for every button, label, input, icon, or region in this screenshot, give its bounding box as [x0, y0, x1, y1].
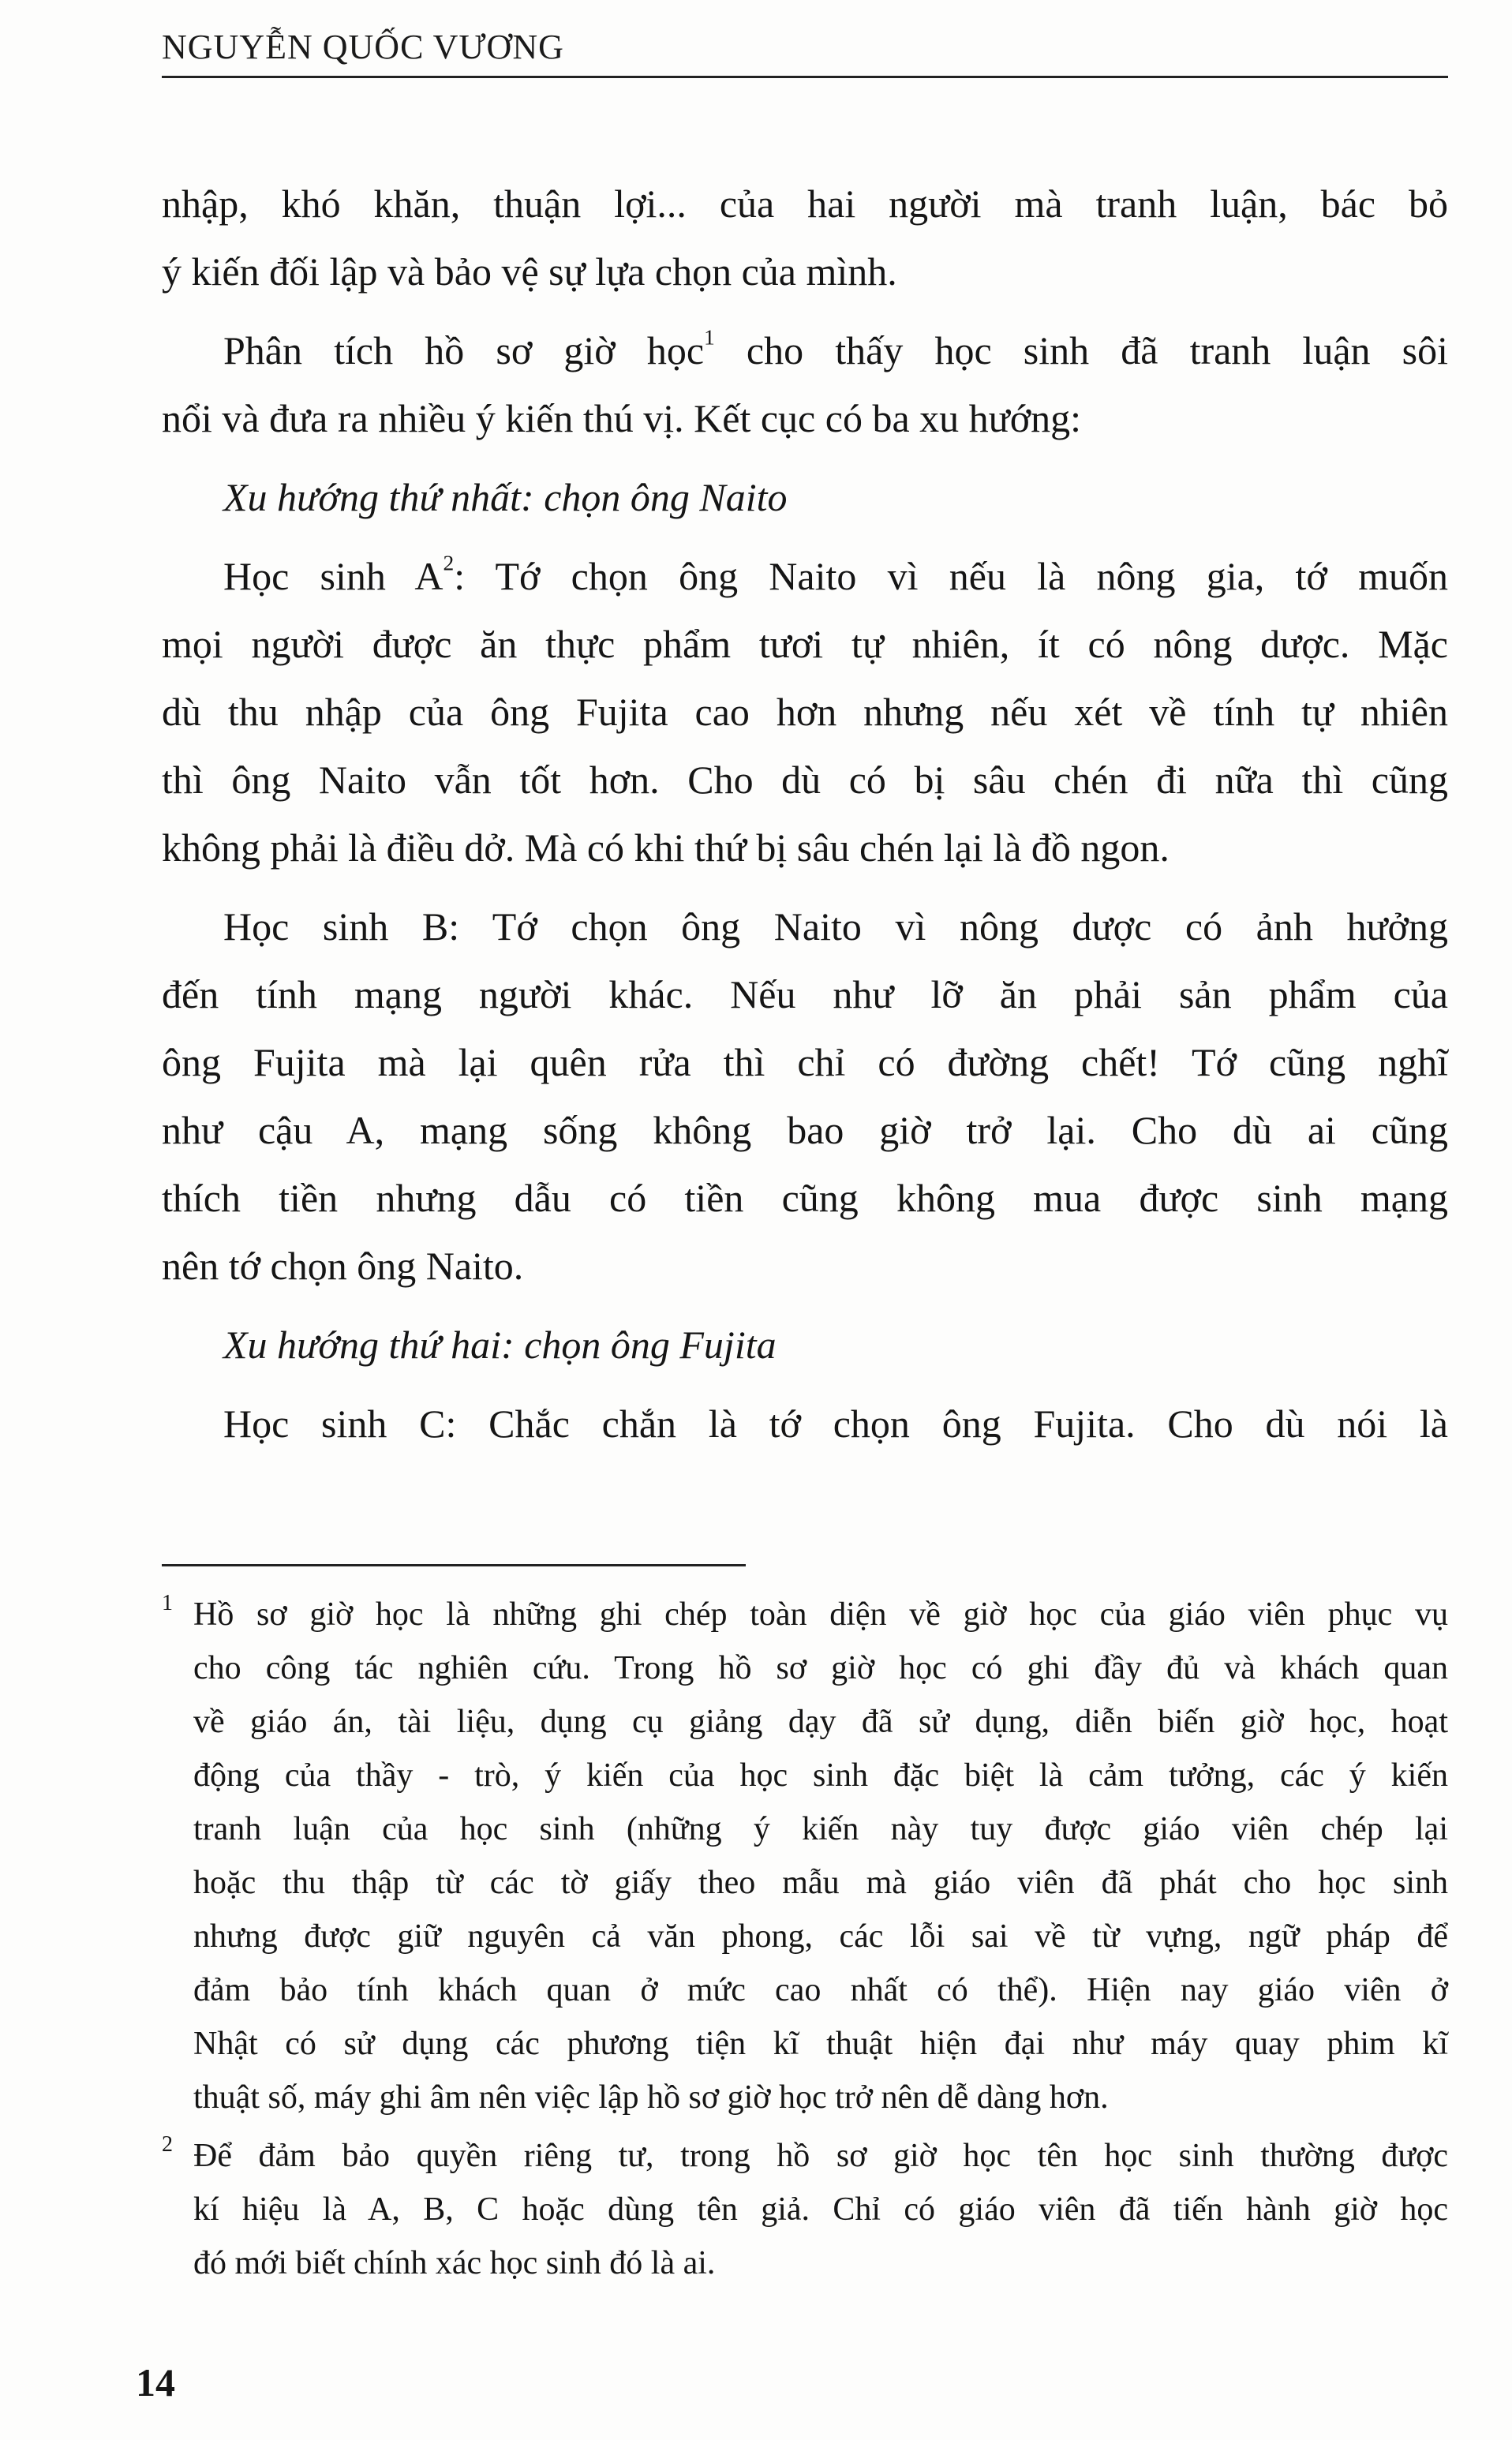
section-heading-trend-1: Xu hướng thứ nhất: chọn ông Naito	[223, 475, 788, 519]
footnote-mark: 2	[162, 2132, 173, 2157]
footnote-ref-1: 1	[704, 324, 715, 350]
running-head-author: NGUYỄN QUỐC VƯƠNG	[162, 28, 564, 66]
footnote-line: cho công tác nghiên cứu. Trong hồ sơ giờ học có ghi đầy đủ và khách quan	[193, 1650, 1448, 1686]
footnote-line: hoặc thu thập từ các tờ giấy theo mẫu mà giáo viên đã phát cho học sinh	[193, 1865, 1448, 1901]
text-line: dù thu nhập của ông Fujita cao hơn nhưng nếu xét về tính tự nhiên	[162, 690, 1448, 734]
footnote-mark: 1	[162, 1591, 173, 1615]
text-line: thích tiền nhưng dẫu có tiền cũng không mua được sinh mạng	[162, 1176, 1448, 1220]
text-line: nổi và đưa ra nhiều ý kiến thú vị. Kết cục có ba xu hướng:	[162, 396, 1082, 440]
footnote-line: Hồ sơ giờ học là những ghi chép toàn diện về giờ học của giáo viên phục vụ	[193, 1596, 1448, 1633]
footnote-line: đảm bảo tính khách quan ở mức cao nhất có thể). Hiện nay giáo viên ở	[193, 1972, 1448, 2008]
footnote-line: kí hiệu là A, B, C hoặc dùng tên giả. Chỉ có giáo viên đã tiến hành giờ học	[193, 2191, 1448, 2228]
footnote-1	[162, 1588, 1448, 2124]
text-line: không phải là điều dở. Mà có khi thứ bị sâu chén lại là đồ ngon.	[162, 825, 1170, 870]
text-line: mọi người được ăn thực phẩm tươi tự nhiên, ít có nông dược. Mặc	[162, 622, 1448, 666]
page-number: 14	[136, 2360, 175, 2404]
footnote-line: đó mới biết chính xác học sinh đó là ai.	[193, 2245, 716, 2281]
text-line: nên tớ chọn ông Naito.	[162, 1244, 524, 1288]
footnotes	[162, 1588, 1448, 2295]
text-line: Học sinh B: Tớ chọn ông Naito vì nông dược có ảnh hưởng	[223, 904, 1448, 949]
footnote-line: về giáo án, tài liệu, dụng cụ giảng dạy đã sử dụng, diễn biến giờ học, hoạt	[193, 1704, 1448, 1740]
text-line: nhập, khó khăn, thuận lợi... của hai người mà tranh luận, bác bỏ	[162, 182, 1448, 226]
main-text	[162, 170, 1448, 1458]
text-line: Học sinh C: Chắc chắn là tớ chọn ông Fujita. Cho dù nói là	[223, 1402, 1448, 1446]
footnote-line: nhưng được giữ nguyên cả văn phong, các lỗi sai về từ vựng, ngữ pháp để	[193, 1918, 1448, 1955]
footnote-rule	[162, 1564, 746, 1566]
text-line: như cậu A, mạng sống không bao giờ trở lại. Cho dù ai cũng	[162, 1108, 1448, 1152]
text-line: thì ông Naito vẫn tốt hơn. Cho dù có bị sâu chén đi nữa thì cũng	[162, 758, 1448, 802]
text-line: ý kiến đối lập và bảo vệ sự lựa chọn của mình.	[162, 249, 897, 294]
footnote-line: tranh luận của học sinh (những ý kiến này tuy được giáo viên chép lại	[193, 1811, 1448, 1847]
text-line: đến tính mạng người khác. Nếu như lỡ ăn phải sản phẩm của	[162, 972, 1448, 1016]
footnote-line: Nhật có sử dụng các phương tiện kĩ thuật hiện đại như máy quay phim kĩ	[193, 2026, 1448, 2062]
text-line: Học $\sinh A^2$: Tớ chọn ông Naito vì nếu là nông gia, tớ muốn	[223, 550, 1448, 598]
footnote-line: Để đảm bảo quyền riêng tư, trong hồ sơ giờ học tên học sinh thường được	[193, 2138, 1448, 2174]
footnote-line: thuật số, máy ghi âm nên việc lập hồ sơ giờ học trở nên dễ dàng hơn.	[193, 2079, 1109, 2116]
header-rule	[162, 76, 1448, 78]
section-heading-trend-2: Xu hướng thứ hai: chọn ông Fujita	[223, 1323, 777, 1367]
footnote-2	[162, 2129, 1448, 2290]
footnote-ref-2: 2	[443, 550, 455, 575]
text-line: ông Fujita mà lại quên rửa thì chỉ có đường chết! Tớ cũng nghĩ	[162, 1040, 1448, 1084]
footnote-line: động của thầy - trò, ý kiến của học sinh đặc biệt là cảm tưởng, các ý kiến	[193, 1757, 1448, 1794]
text-line: Phân tích hồ sơ giờ học$^1$ cho thấy học sinh đã tranh luận sôi	[223, 324, 1448, 372]
